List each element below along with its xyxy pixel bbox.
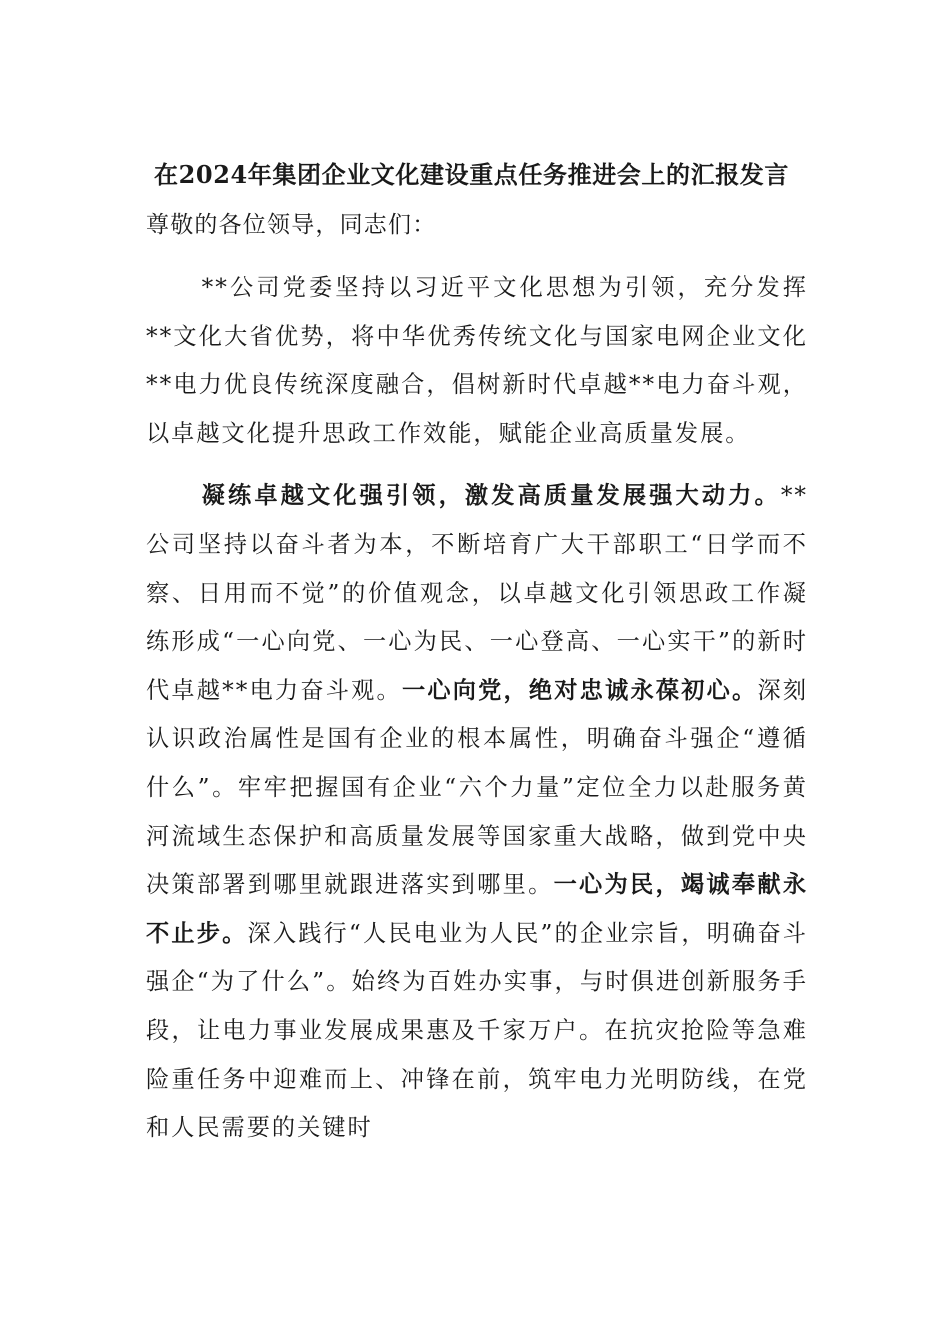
point-heading-people: 一心为民，竭诚奉献永不止步。 [146, 871, 809, 947]
document-body [146, 150, 808, 1153]
point-heading-party: 一心向党，绝对忠诚永葆初心。 [401, 676, 758, 704]
section-text: **公司坚持以奋斗者为本，不断培育广大干部职工“日学而不察、日用而不觉”的价值观念，以卓越文化引领思政工作凝练形成“一心向党、一心为民、一心登高、一心实干”的新时代卓越**电力奋斗观。 [146, 482, 808, 704]
document-title: 在2024年集团企业文化建设重点任务推进会上的汇报发言 [154, 160, 789, 189]
section-heading: 凝练卓越文化强引领，激发高质量发展强大动力。 [201, 482, 781, 510]
section-paragraph [146, 472, 808, 1152]
intro-paragraph: **公司党委坚持以习近平文化思想为引领，充分发挥**文化大省优势，将中华优秀传统文化与国家电网企业文化**电力优良传统深度融合，倡树新时代卓越**电力奋斗观，以卓越文化提升思政工作效能，赋能企业高质量发展。 [146, 274, 808, 447]
point-text-people: 深入践行“人民电业为人民”的企业宗旨，明确奋斗强企“为了什么”。始终为百姓办实事，与时俱进创新服务手段，让电力事业发展成果惠及千家万户。在抗灾抢险等急难险重任务中迎难而上、冲锋在前，筑牢电力光明防线，在党和人民需要的关键时 [146, 919, 808, 1142]
point-text-party: 深刻认识政治属性是国有企业的根本属性，明确奋斗强企“遵循什么”。牢牢把握国有企业“六个力量”定位全力以赴服务黄河流域生态保护和高质量发展等国家重大战略，做到党中央决策部署到哪里就跟进落实到哪里。 [146, 676, 809, 899]
salutation: 尊敬的各位领导，同志们： [146, 212, 437, 238]
